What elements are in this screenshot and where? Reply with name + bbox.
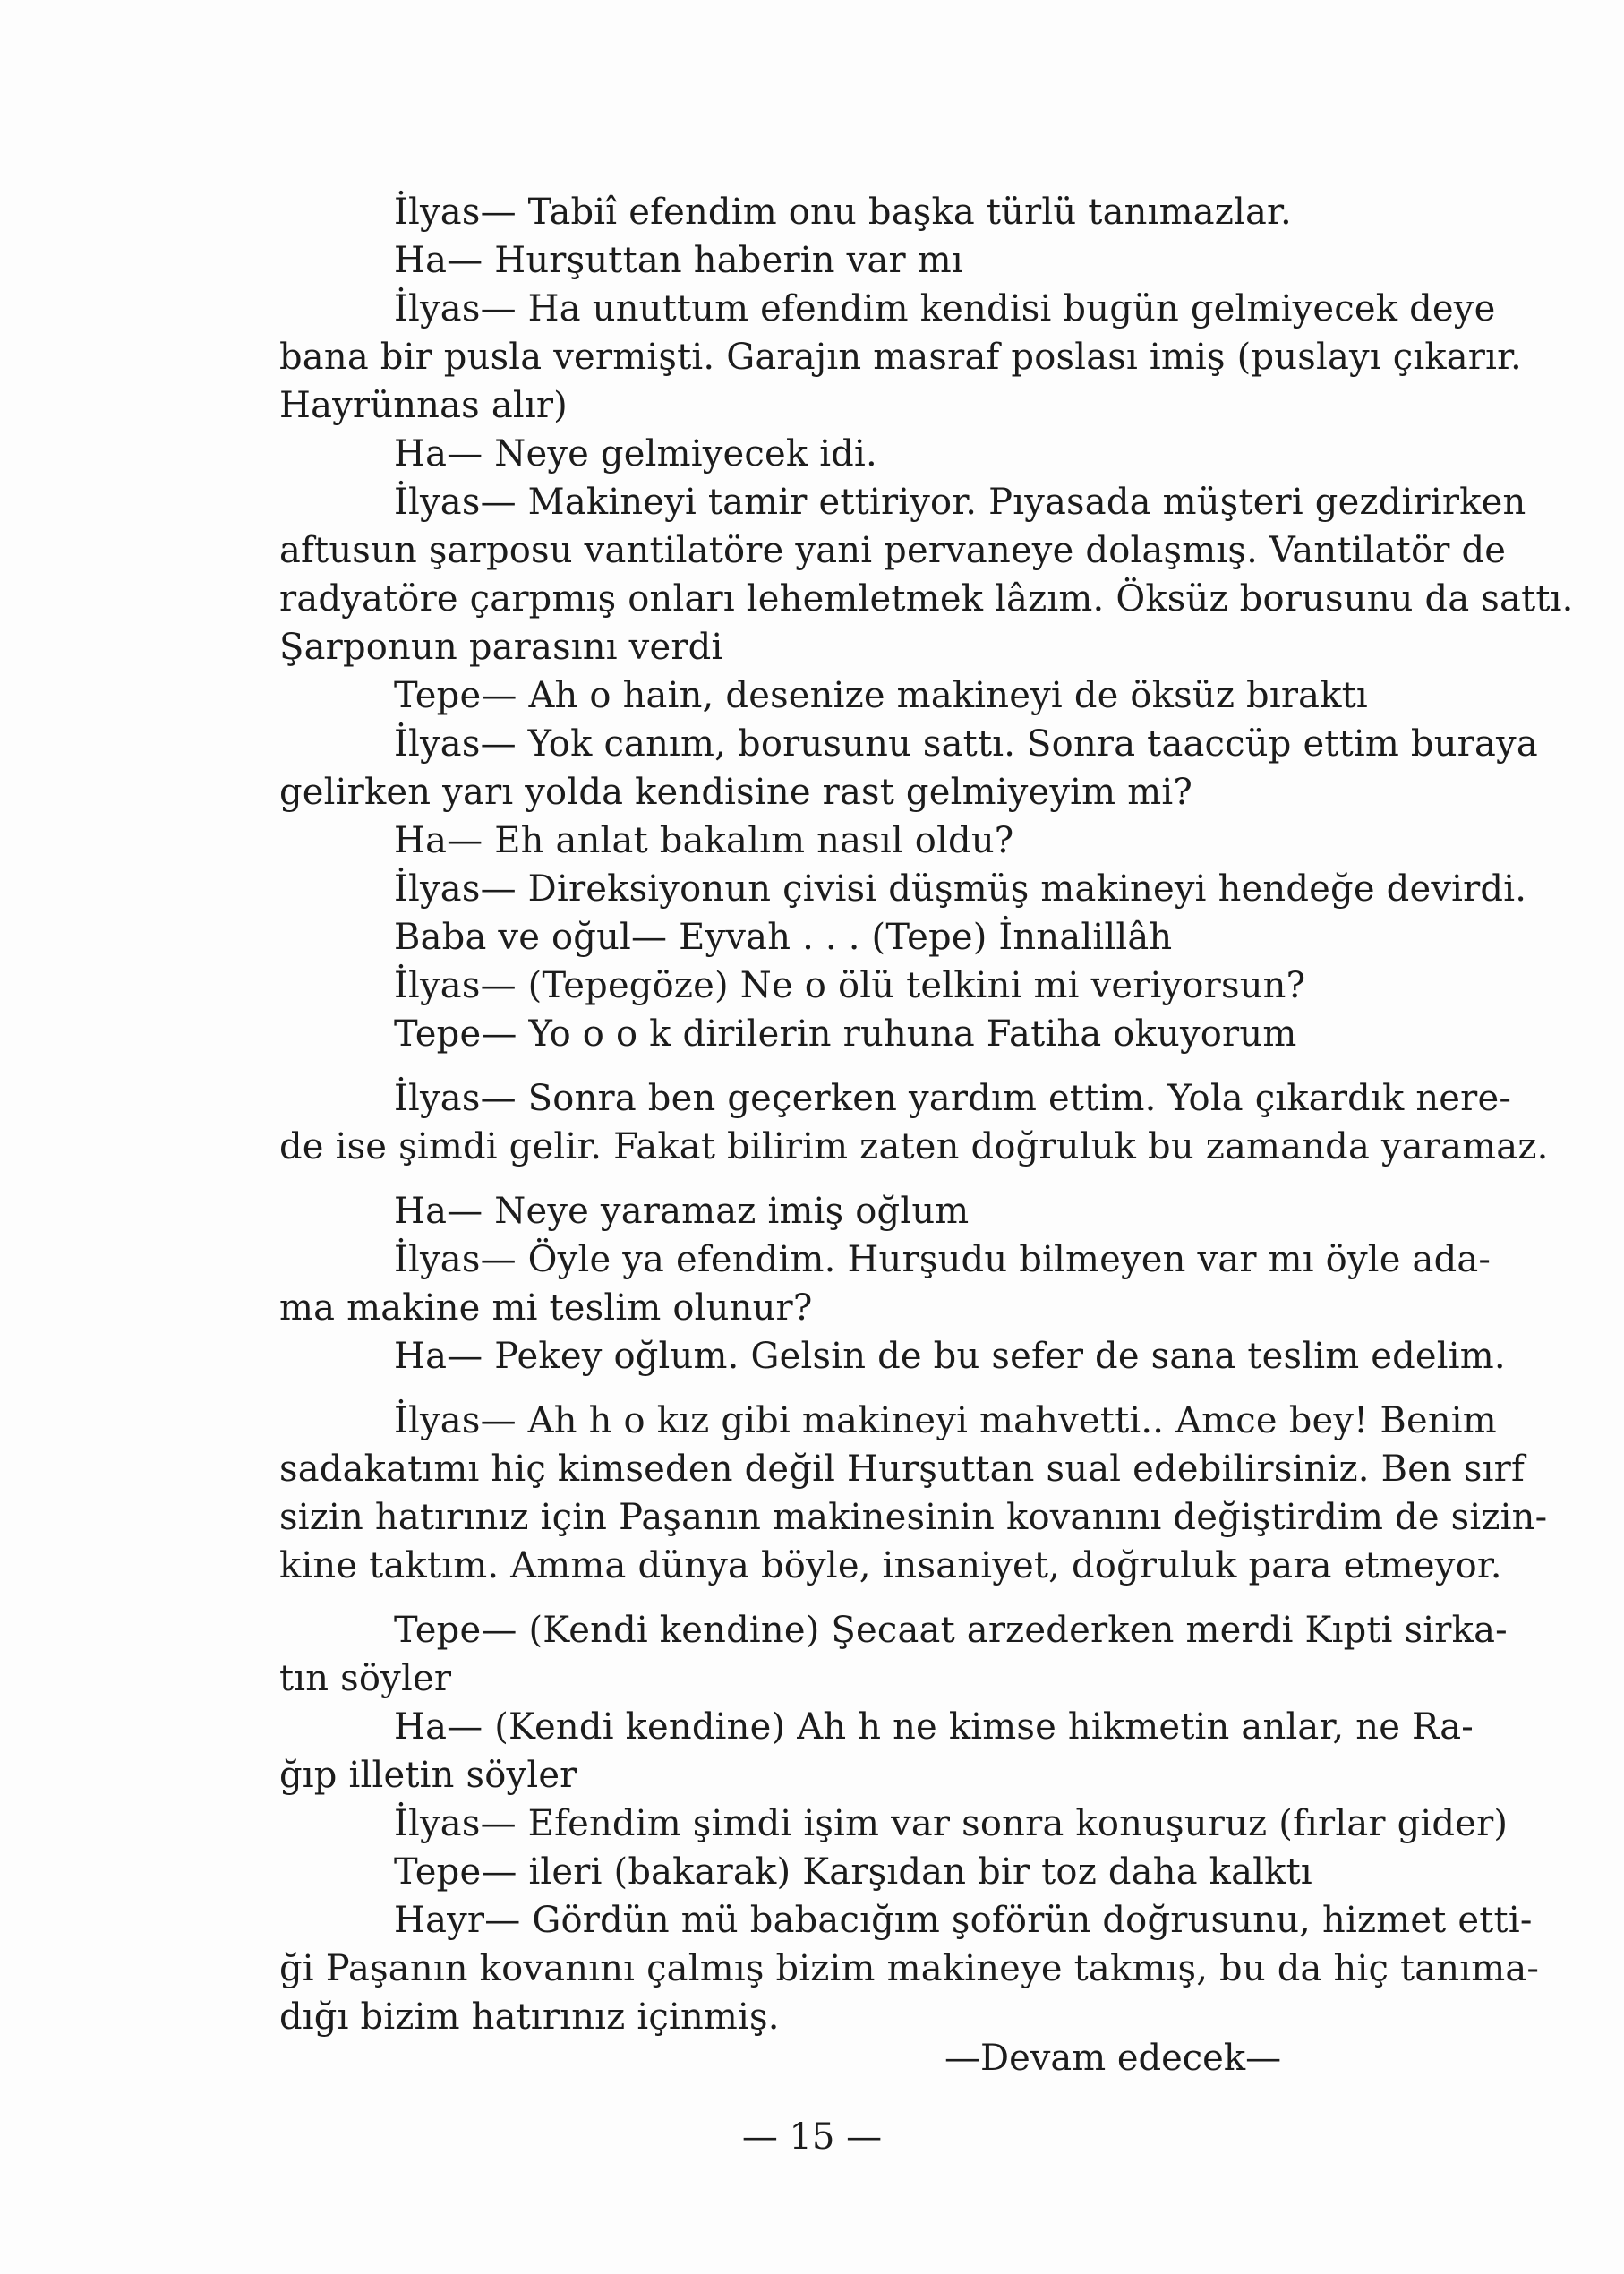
- page-number: — 15 —: [741, 2116, 883, 2158]
- text-line: İlyas— Ah h o kız gibi makineyi mahvetti.. Amce bey! Benim: [394, 1400, 1497, 1441]
- text-line: dığı bizim hatırınız içinmiş.: [279, 1996, 780, 2038]
- page-body: [279, 188, 1574, 2041]
- text-line: Hayrünnas alır): [279, 385, 568, 426]
- text-line: İlyas— Direksiyonun çivisi düşmüş makineyi hendeğe devirdi.: [394, 868, 1527, 910]
- text-line: İlyas— (Tepegöze) Ne o ölü telkini mi veriyorsun?: [394, 965, 1306, 1006]
- text-line: bana bir pusla vermişti. Garajın masraf poslası imiş (puslayı çıkarır.: [279, 337, 1522, 378]
- text-line: Ha— Eh anlat bakalım nasıl oldu?: [394, 820, 1014, 861]
- text-line: tın söyler: [279, 1658, 452, 1699]
- text-line: İlyas— Makineyi tamir ettiriyor. Pıyasada müşteri gezdirirken: [394, 482, 1526, 523]
- text-line: ğıp illetin söyler: [279, 1755, 577, 1796]
- text-line: İlyas— Efendim şimdi işim var sonra konuşuruz (fırlar gider): [394, 1803, 1509, 1844]
- text-line: Tepe— (Kendi kendine) Şecaat arzederken merdi Kıpti sirka-: [394, 1610, 1508, 1651]
- text-line: İlyas— Yok canım, borusunu sattı. Sonra taaccüp ettim buraya: [394, 723, 1538, 765]
- text-line: Şarponun parasını verdi: [279, 627, 723, 668]
- text-line: İlyas— Tabiî efendim onu başka türlü tanımazlar.: [394, 192, 1292, 233]
- text-line: Ha— Hurşuttan haberin var mı: [394, 240, 963, 281]
- text-line: Ha— Neye yaramaz imiş oğlum: [394, 1191, 970, 1232]
- text-line: aftusun şarposu vantilatöre yani pervaneye dolaşmış. Vantilatör de: [279, 530, 1507, 571]
- text-line: İlyas— Öyle ya efendim. Hurşudu bilmeyen var mı öyle ada-: [394, 1239, 1492, 1280]
- text-line: Ha— (Kendi kendine) Ah h ne kimse hikmetin anlar, ne Ra-: [394, 1706, 1474, 1748]
- text-line: Ha— Neye gelmiyecek idi.: [394, 433, 877, 474]
- text-line: Tepe— ileri (bakarak) Karşıdan bir toz daha kalktı: [394, 1851, 1312, 1893]
- text-line: Hayr— Gördün mü babacığım şoförün doğrusunu, hizmet etti-: [394, 1900, 1533, 1941]
- to-be-continued-note: —Devam edecek—: [944, 2038, 1282, 2079]
- text-line: sadakatımı hiç kimseden değil Hurşuttan sual edebilirsiniz. Ben sırf: [279, 1449, 1525, 1490]
- text-line: İlyas— Ha unuttum efendim kendisi bugün gelmiyecek deye: [394, 288, 1496, 329]
- text-line: sizin hatırınız için Paşanın makinesinin kovanını değiştirdim de sizin-: [279, 1497, 1548, 1538]
- text-line: Tepe— Yo o o k dirilerin ruhuna Fatiha okuyorum: [394, 1013, 1297, 1055]
- text-line: Tepe— Ah o hain, desenize makineyi de öksüz bıraktı: [394, 675, 1368, 716]
- text-line: İlyas— Sonra ben geçerken yardım ettim. Yola çıkardık nere-: [394, 1078, 1512, 1119]
- text-line: kine taktım. Amma dünya böyle, insaniyet, doğruluk para etmeyor.: [279, 1545, 1502, 1586]
- text-line: radyatöre çarpmış onları lehemletmek lâzım. Öksüz borusunu da sattı.: [279, 578, 1574, 620]
- text-line: Ha— Pekey oğlum. Gelsin de bu sefer de sana teslim edelim.: [394, 1336, 1506, 1377]
- text-line: ma makine mi teslim olunur?: [279, 1287, 813, 1329]
- text-line: de ise şimdi gelir. Fakat bilirim zaten doğruluk bu zamanda yaramaz.: [279, 1126, 1549, 1167]
- text-line: gelirken yarı yolda kendisine rast gelmiyeyim mi?: [279, 772, 1192, 813]
- text-line: ği Paşanın kovanını çalmış bizim makineye takmış, bu da hiç tanıma-: [279, 1948, 1540, 1989]
- text-line: Baba ve oğul— Eyvah . . . (Tepe) İnnalillâh: [394, 917, 1173, 958]
